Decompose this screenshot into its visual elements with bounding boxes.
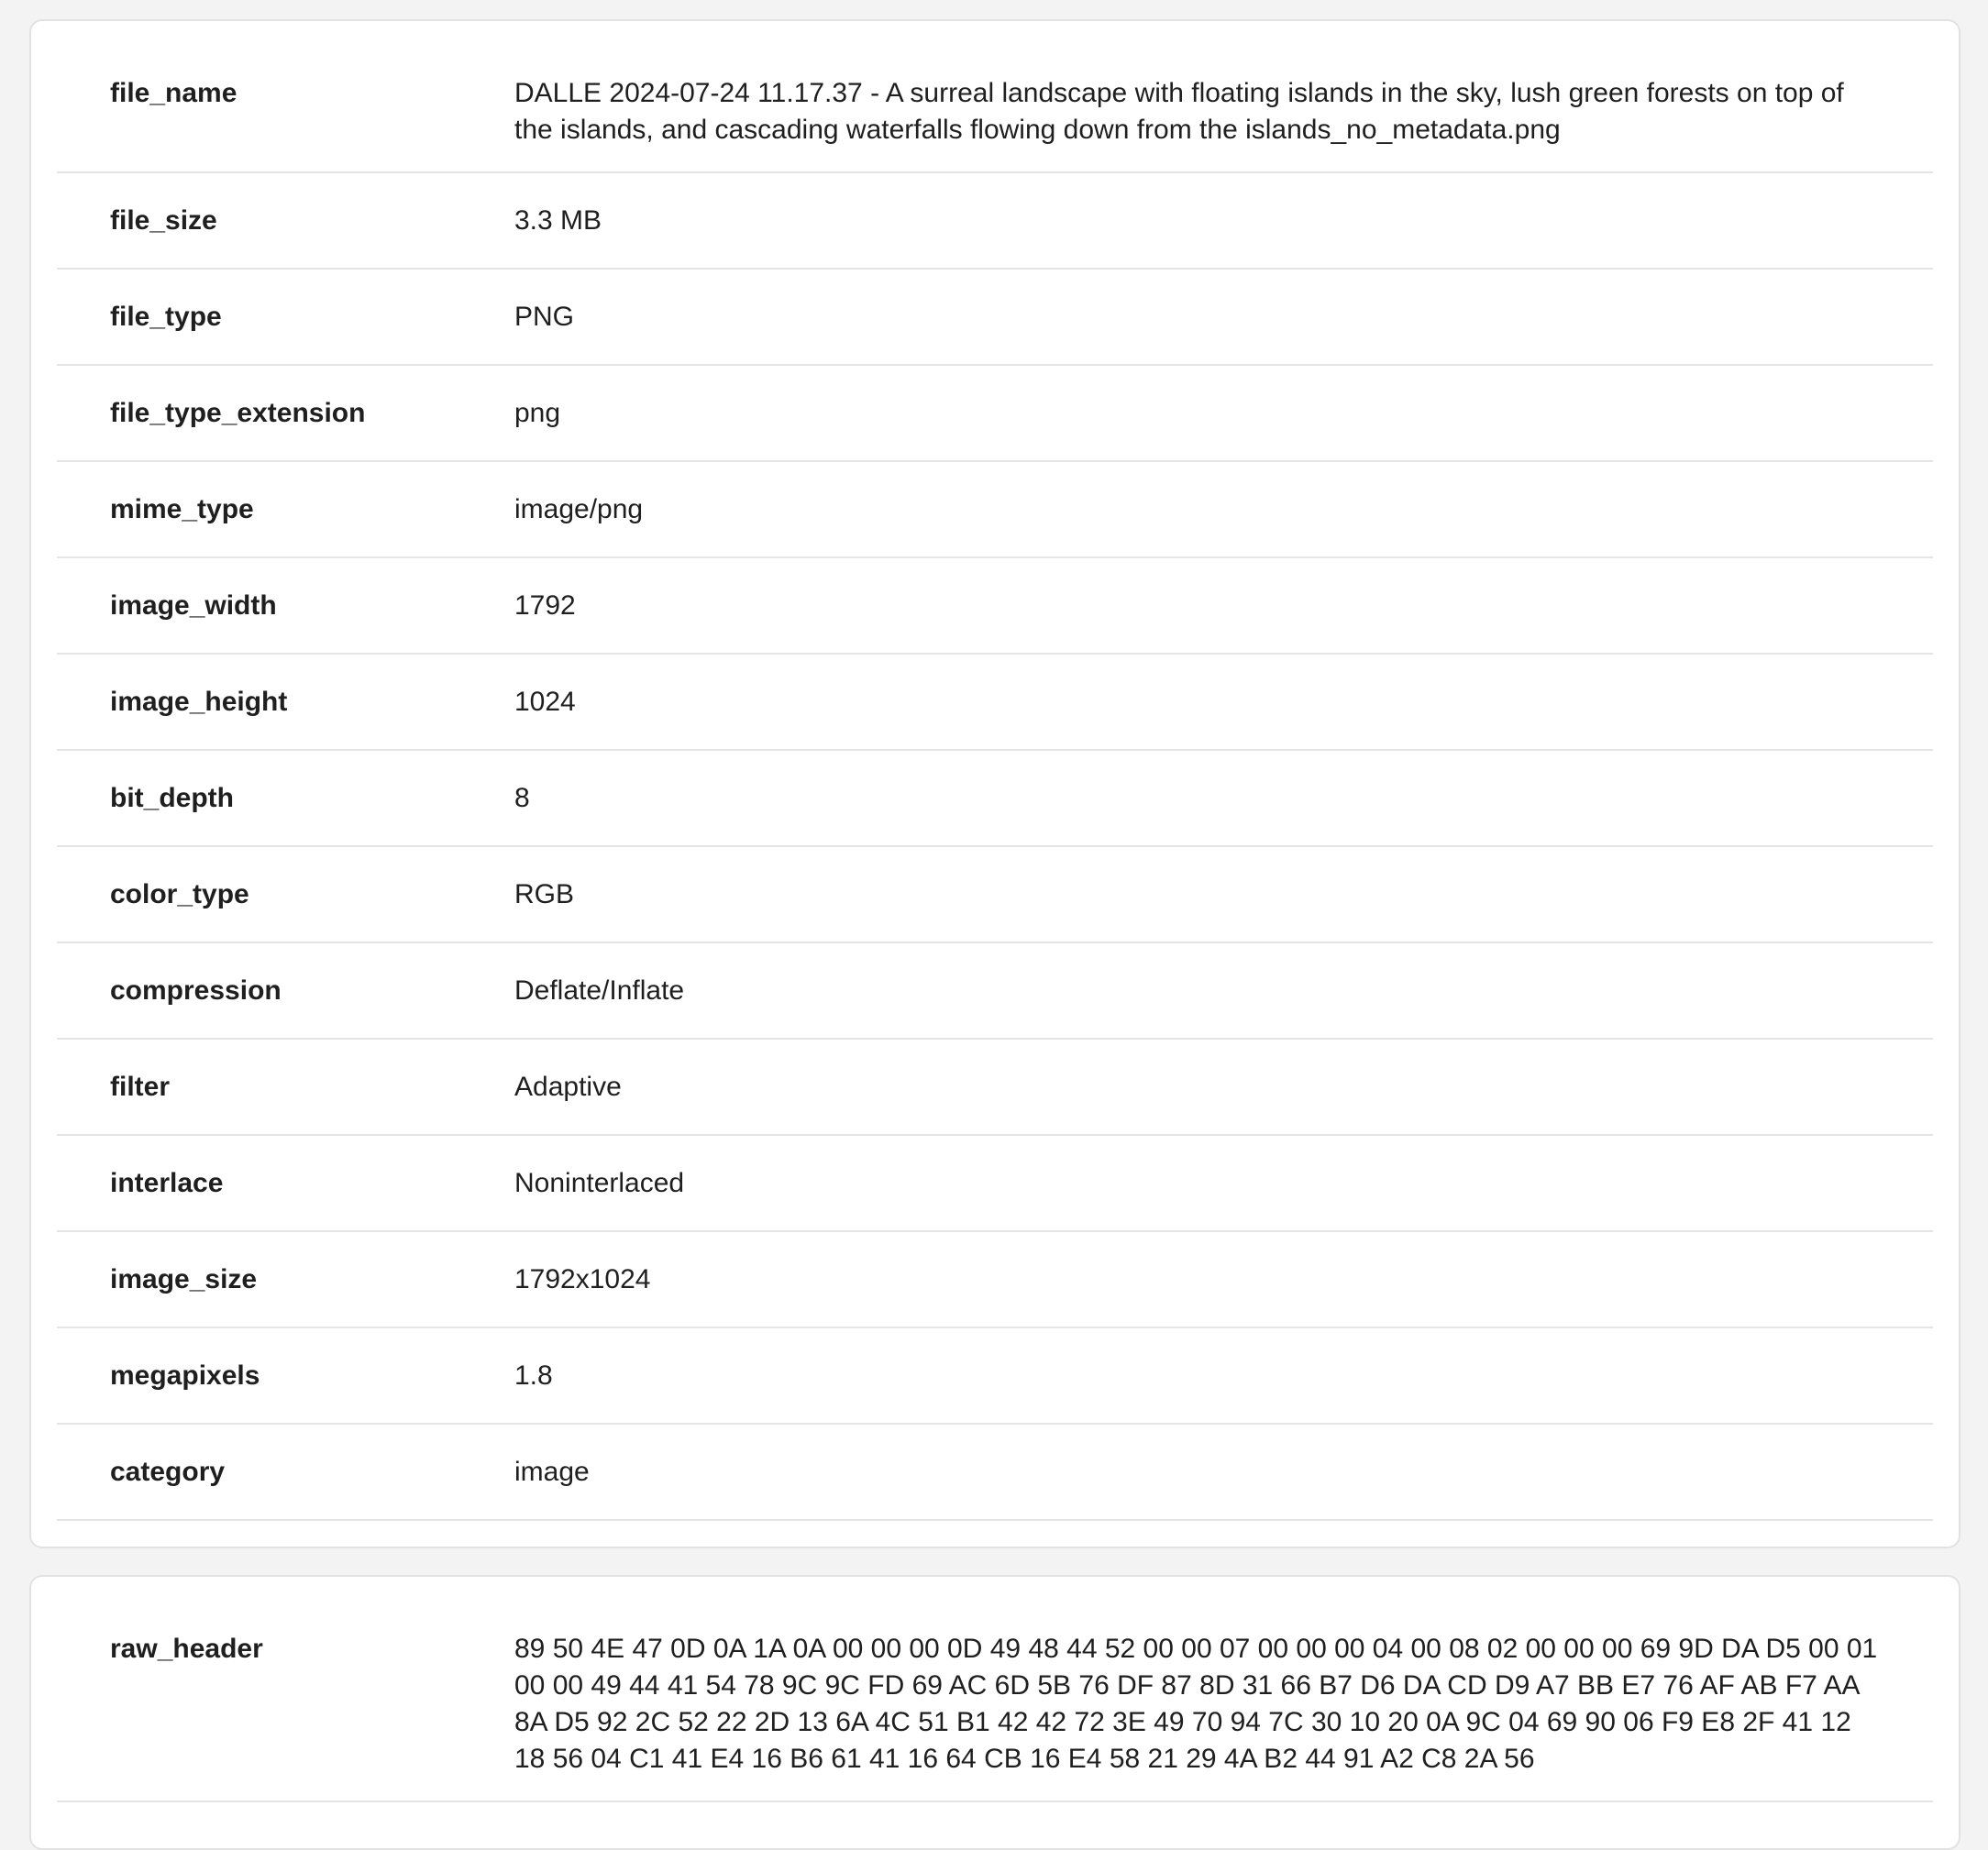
metadata-row-file-type <box>57 270 1933 366</box>
metadata-value: png <box>514 397 561 428</box>
raw-header-card <box>29 1575 1960 1850</box>
metadata-row-filter <box>57 1040 1933 1136</box>
metadata-row-file-name <box>57 56 1933 173</box>
metadata-key: interlace <box>110 1167 224 1198</box>
metadata-value: Adaptive <box>514 1071 622 1102</box>
metadata-row-raw-header <box>57 1612 1933 1802</box>
metadata-key: raw_header <box>110 1634 263 1664</box>
metadata-row-category <box>57 1425 1933 1521</box>
metadata-value: 1792x1024 <box>514 1263 651 1294</box>
metadata-key: color_type <box>110 878 249 909</box>
metadata-row-mime-type <box>57 462 1933 558</box>
metadata-row-compression <box>57 943 1933 1040</box>
metadata-value: 1792 <box>514 589 576 621</box>
metadata-key: megapixels <box>110 1360 260 1391</box>
metadata-value: 8 <box>514 782 530 813</box>
metadata-row-image-size <box>57 1232 1933 1328</box>
metadata-row-megapixels <box>57 1328 1933 1425</box>
metadata-row-interlace <box>57 1136 1933 1232</box>
metadata-value: 1024 <box>514 686 576 717</box>
metadata-key: image_size <box>110 1263 258 1294</box>
metadata-key: file_name <box>110 78 237 108</box>
metadata-value: 3.3 MB <box>514 204 602 236</box>
metadata-value: Deflate/Inflate <box>514 975 685 1006</box>
metadata-row-image-width <box>57 558 1933 655</box>
metadata-row-color-type <box>57 847 1933 943</box>
metadata-value: PNG <box>514 301 575 332</box>
metadata-key: mime_type <box>110 493 254 524</box>
metadata-value: DALLE 2024-07-24 11.17.37 - A surreal landscape with floating islands in the sky, lush green forests on top of the islands, and cascading waterfalls flowing down from the islands_no_metadata.png <box>514 78 1844 145</box>
metadata-value: image/png <box>514 493 644 524</box>
metadata-card <box>29 19 1960 1548</box>
metadata-key: category <box>110 1456 226 1487</box>
metadata-row-image-height <box>57 655 1933 751</box>
metadata-value: Noninterlaced <box>514 1167 685 1198</box>
metadata-key: file_type_extension <box>110 397 366 428</box>
metadata-key: image_height <box>110 686 288 717</box>
metadata-key: file_type <box>110 301 222 332</box>
metadata-value: image <box>514 1456 590 1487</box>
metadata-key: bit_depth <box>110 782 234 813</box>
raw-header-value: 89 50 4E 47 0D 0A 1A 0A 00 00 00 0D 49 48 44 52 00 00 07 00 00 00 04 00 08 02 00 00 00 69 9D DA D5 00 01 00 00 49 44 41 54 78 9C 9C FD 69 AC 6D 5B 76 DF 87 8D 31 66 B7 D6 DA CD D9 A7 BB E7 76 AF AB F7 AA 8A D5 92 2C 52 22 2D 13 6A 4C 51 B1 42 42 72 3E 49 70 94 7C 30 10 20 0A 9C 04 69 90 06 F9 E8 2F 41 12 18 56 04 C1 41 E4 16 B6 61 41 16 64 CB 16 E4 58 21 29 4A B2 44 91 A2 C8 2A 56 <box>514 1634 1878 1774</box>
metadata-key: filter <box>110 1071 171 1102</box>
metadata-key: image_width <box>110 589 277 621</box>
metadata-key: file_size <box>110 204 217 236</box>
metadata-key: compression <box>110 975 282 1006</box>
metadata-value: RGB <box>514 878 575 909</box>
metadata-row-file-size <box>57 173 1933 270</box>
metadata-row-bit-depth <box>57 751 1933 847</box>
metadata-row-file-type-extension <box>57 366 1933 462</box>
metadata-value: 1.8 <box>514 1360 553 1391</box>
